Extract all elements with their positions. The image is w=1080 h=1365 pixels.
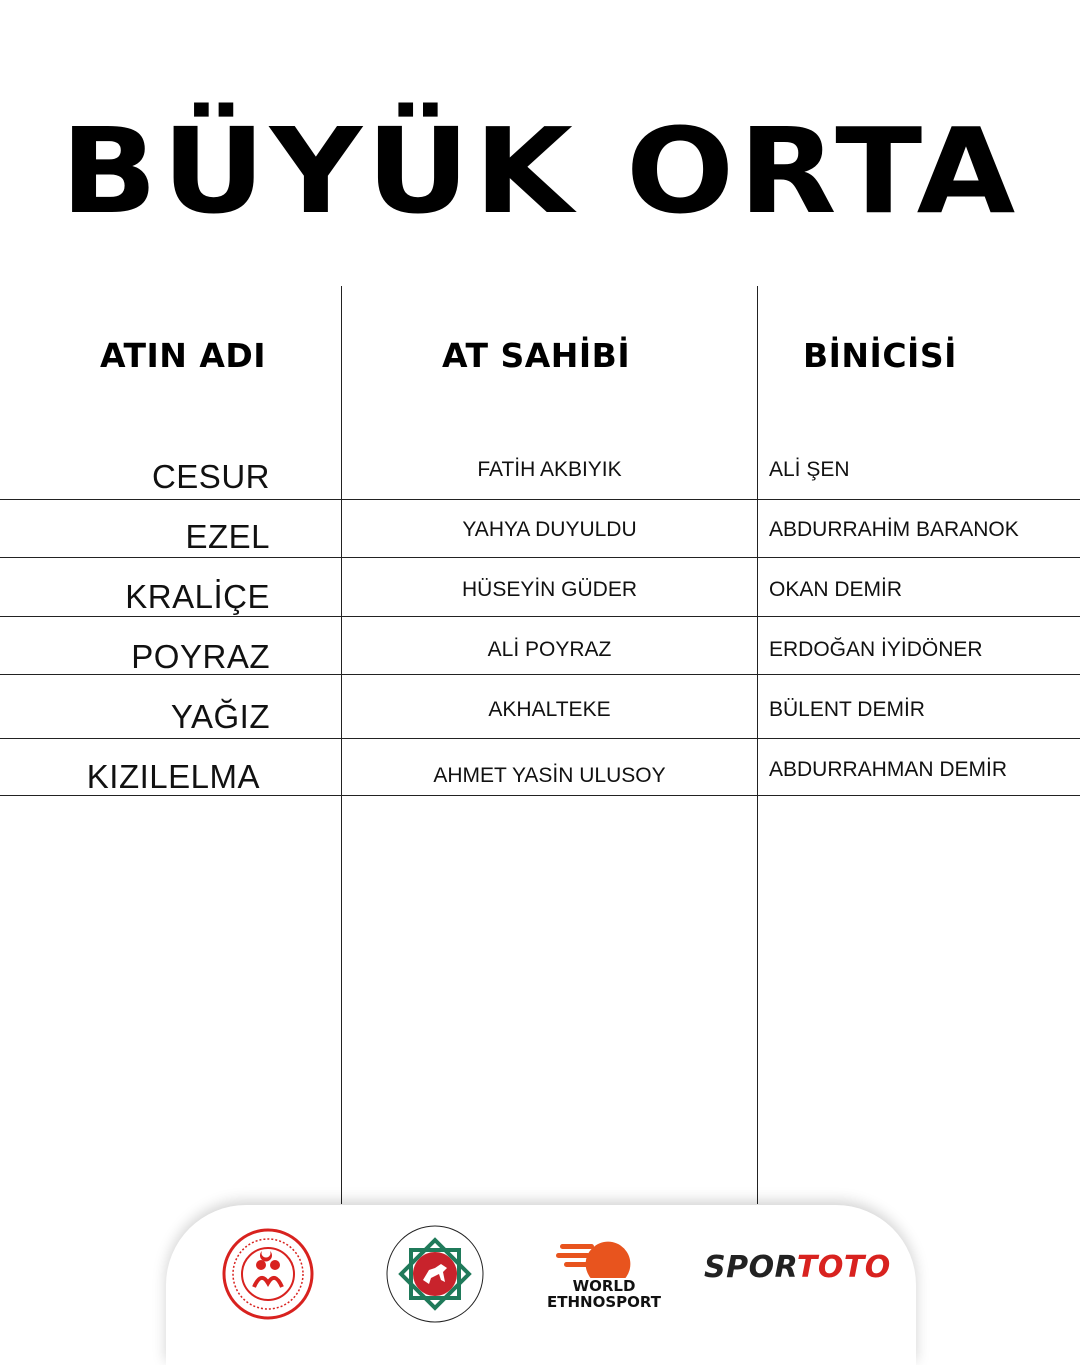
owner-name: FATİH AKBIYIK	[477, 458, 622, 481]
horse-name: CESUR	[151, 458, 270, 495]
world-ethnosport-logo-icon	[556, 1228, 636, 1278]
federation-seal-icon	[383, 1222, 487, 1326]
column-header-rider: BİNİCİSİ	[803, 336, 957, 375]
rider-name: ALİ ŞEN	[769, 458, 850, 481]
owner-name: AKHALTEKE	[488, 698, 611, 721]
horse-name: YAĞIZ	[170, 698, 270, 735]
rider-name: ABDURRAHİM BARANOK	[769, 518, 1019, 541]
column-divider	[341, 286, 342, 1204]
ethnosport-text: ETHNOSPORT	[547, 1293, 661, 1311]
rider-name: ABDURRAHMAN DEMİR	[769, 758, 1008, 781]
column-header-owner: AT SAHİBİ	[442, 336, 631, 375]
sportoto-toto-text: TOTO	[796, 1250, 891, 1285]
column-divider	[757, 286, 758, 1204]
row-divider	[0, 499, 1080, 500]
horse-name: EZEL	[185, 518, 270, 555]
row-divider	[0, 557, 1080, 558]
sportoto-spor-text: SPOR	[704, 1250, 797, 1285]
horse-name: KIZILELMA	[86, 758, 260, 795]
owner-name: YAHYA DUYULDU	[462, 518, 637, 541]
column-header-horse: ATIN ADI	[100, 336, 267, 375]
row-divider	[0, 738, 1080, 739]
owner-name: ALİ POYRAZ	[487, 638, 612, 661]
sportoto-logo	[704, 1250, 891, 1285]
ministry-seal-icon	[221, 1227, 315, 1321]
rider-name: BÜLENT DEMİR	[769, 698, 925, 721]
page-title: BÜYÜK ORTA	[60, 102, 1020, 240]
owner-name: AHMET YASİN ULUSOY	[433, 764, 666, 787]
horse-name: POYRAZ	[131, 638, 270, 675]
horse-name: KRALİÇE	[125, 578, 270, 615]
world-ethnosport-logo-text	[538, 1278, 670, 1310]
row-divider	[0, 616, 1080, 617]
rider-name: OKAN DEMİR	[769, 578, 903, 601]
world-text: WORLD	[572, 1277, 636, 1295]
rider-name: ERDOĞAN İYİDÖNER	[769, 638, 983, 661]
owner-name: HÜSEYİN GÜDER	[461, 578, 638, 601]
